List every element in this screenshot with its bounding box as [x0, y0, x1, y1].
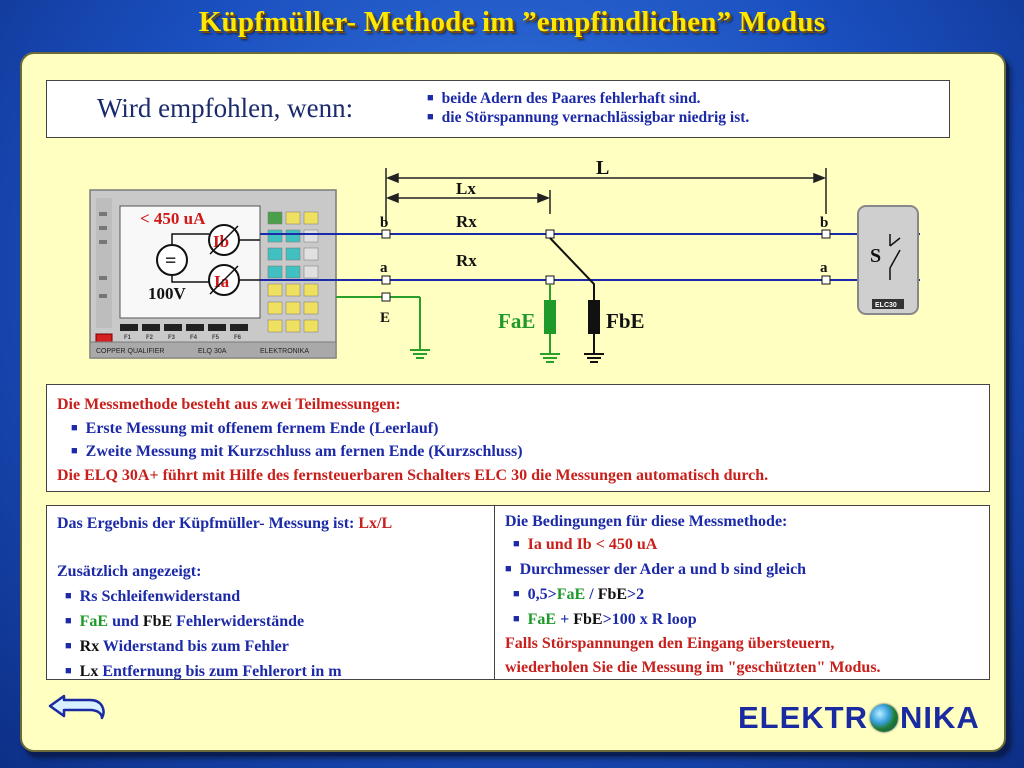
- square-bullet-icon: ■: [427, 111, 434, 123]
- elq30a-device: [90, 190, 336, 358]
- voltage-label: 100V: [148, 284, 186, 303]
- condition-item: ■ 0,5>FaE / FbE>2: [513, 586, 645, 603]
- condition-item: ■ Ia und Ib < 450 uA: [513, 536, 658, 553]
- square-bullet-icon: ■: [65, 665, 72, 677]
- key-f6: F6: [234, 335, 242, 341]
- device-footer-right: ELEKTRONIKA: [260, 348, 310, 355]
- square-bullet-icon: ■: [513, 538, 520, 550]
- key-f3: F3: [168, 335, 176, 341]
- conditions-column: [495, 506, 989, 679]
- wire-b: [336, 230, 920, 238]
- label-a-start: a: [380, 260, 388, 276]
- result-item: ■ Rx Widerstand bis zum Fehler: [65, 638, 289, 655]
- elc30-switch: [858, 206, 918, 314]
- device-footer-mid: ELQ 30A: [198, 348, 227, 355]
- method-item: ■ Zweite Messung mit Kurzschluss am fernen Ende (Kurzschluss): [71, 443, 523, 460]
- label-FaE: FaE: [498, 309, 536, 333]
- result-item: ■ FaE und FbE Fehlerwiderstände: [65, 613, 305, 630]
- usage-heading: Wird empfohlen, wenn:: [97, 93, 354, 123]
- label-S: S: [870, 245, 882, 267]
- result-box: [46, 505, 990, 680]
- label-Rx-a: Rx: [456, 251, 477, 270]
- square-bullet-icon: ■: [427, 92, 434, 104]
- label-E: E: [380, 310, 391, 326]
- square-bullet-icon: ■: [71, 421, 78, 434]
- display-limit: < 450 uA: [140, 209, 206, 228]
- usage-list: [427, 89, 749, 127]
- condition-item: ■ Durchmesser der Ader a und b sind gleich: [505, 561, 807, 578]
- globe-icon: [870, 704, 898, 732]
- label-a-end: a: [820, 260, 828, 276]
- elc30-label: ELC30: [875, 302, 897, 309]
- label-FbE: FbE: [606, 309, 645, 333]
- measurement-diagram: [88, 154, 948, 369]
- method-outro: Die ELQ 30A+ führt mit Hilfe des fernsteuerbaren Schalters ELC 30 die Messungen automatisch durch.: [57, 466, 769, 484]
- result-item: ■ Rs Schleifenwiderstand: [65, 588, 241, 605]
- key-f4: F4: [190, 335, 198, 341]
- keypad: [268, 212, 318, 332]
- usage-item: ■ beide Adern des Paares fehlerhaft sind.: [427, 90, 701, 107]
- back-arrow-icon[interactable]: [46, 690, 110, 726]
- usage-box: [46, 80, 950, 138]
- square-bullet-icon: ■: [65, 615, 72, 627]
- label-b-end: b: [820, 215, 829, 231]
- square-bullet-icon: ■: [65, 640, 72, 652]
- label-Lx: Lx: [456, 179, 476, 198]
- result-line: Das Ergebnis der Küpfmüller- Messung ist: Lx/L: [57, 515, 393, 532]
- square-bullet-icon: ■: [513, 613, 520, 625]
- elektronika-logo: ELEKTR NIKA: [738, 700, 980, 735]
- fault-fbe: [550, 238, 604, 362]
- label-Rx-b: Rx: [456, 212, 477, 231]
- method-box: [46, 384, 990, 492]
- result-column: [47, 506, 495, 679]
- method-intro: Die Messmethode besteht aus zwei Teilmessungen:: [57, 396, 401, 413]
- conditions-heading: Die Bedingungen für diese Messmethode:: [505, 513, 788, 530]
- key-f2: F2: [146, 335, 154, 341]
- wire-a: [336, 276, 920, 284]
- key-f5: F5: [212, 335, 220, 341]
- method-item: ■ Erste Messung mit offenem fernem Ende (Leerlauf): [71, 419, 439, 437]
- ia-label: Ia: [214, 272, 230, 291]
- source-symbol: =: [165, 250, 177, 272]
- conditions-note: wiederholen Sie die Messung im "geschützten" Modus.: [505, 659, 881, 676]
- condition-item: ■ FaE + FbE>100 x R loop: [513, 611, 697, 628]
- slide-title: Küpfmüller- Methode im ”empfindlichen” Modus: [198, 6, 826, 38]
- result-also: Zusätzlich angezeigt:: [57, 563, 202, 580]
- fault-fae: [540, 284, 560, 362]
- key-f1: F1: [124, 335, 132, 341]
- square-bullet-icon: ■: [513, 588, 520, 600]
- usage-item: ■ die Störspannung vernachlässigbar niedrig ist.: [427, 109, 750, 126]
- label-L: L: [596, 157, 610, 179]
- square-bullet-icon: ■: [65, 590, 72, 602]
- square-bullet-icon: ■: [71, 445, 78, 457]
- ib-label: Ib: [213, 232, 230, 251]
- device-footer-left: COPPER QUALIFIER: [96, 348, 165, 355]
- square-bullet-icon: ■: [505, 563, 512, 575]
- label-b-start: b: [380, 215, 389, 231]
- content-panel: [20, 52, 1006, 752]
- result-item: ■ Lx Entfernung bis zum Fehlerort in m: [65, 663, 342, 680]
- conditions-note: Falls Störspannungen den Eingang übersteuern,: [505, 635, 835, 652]
